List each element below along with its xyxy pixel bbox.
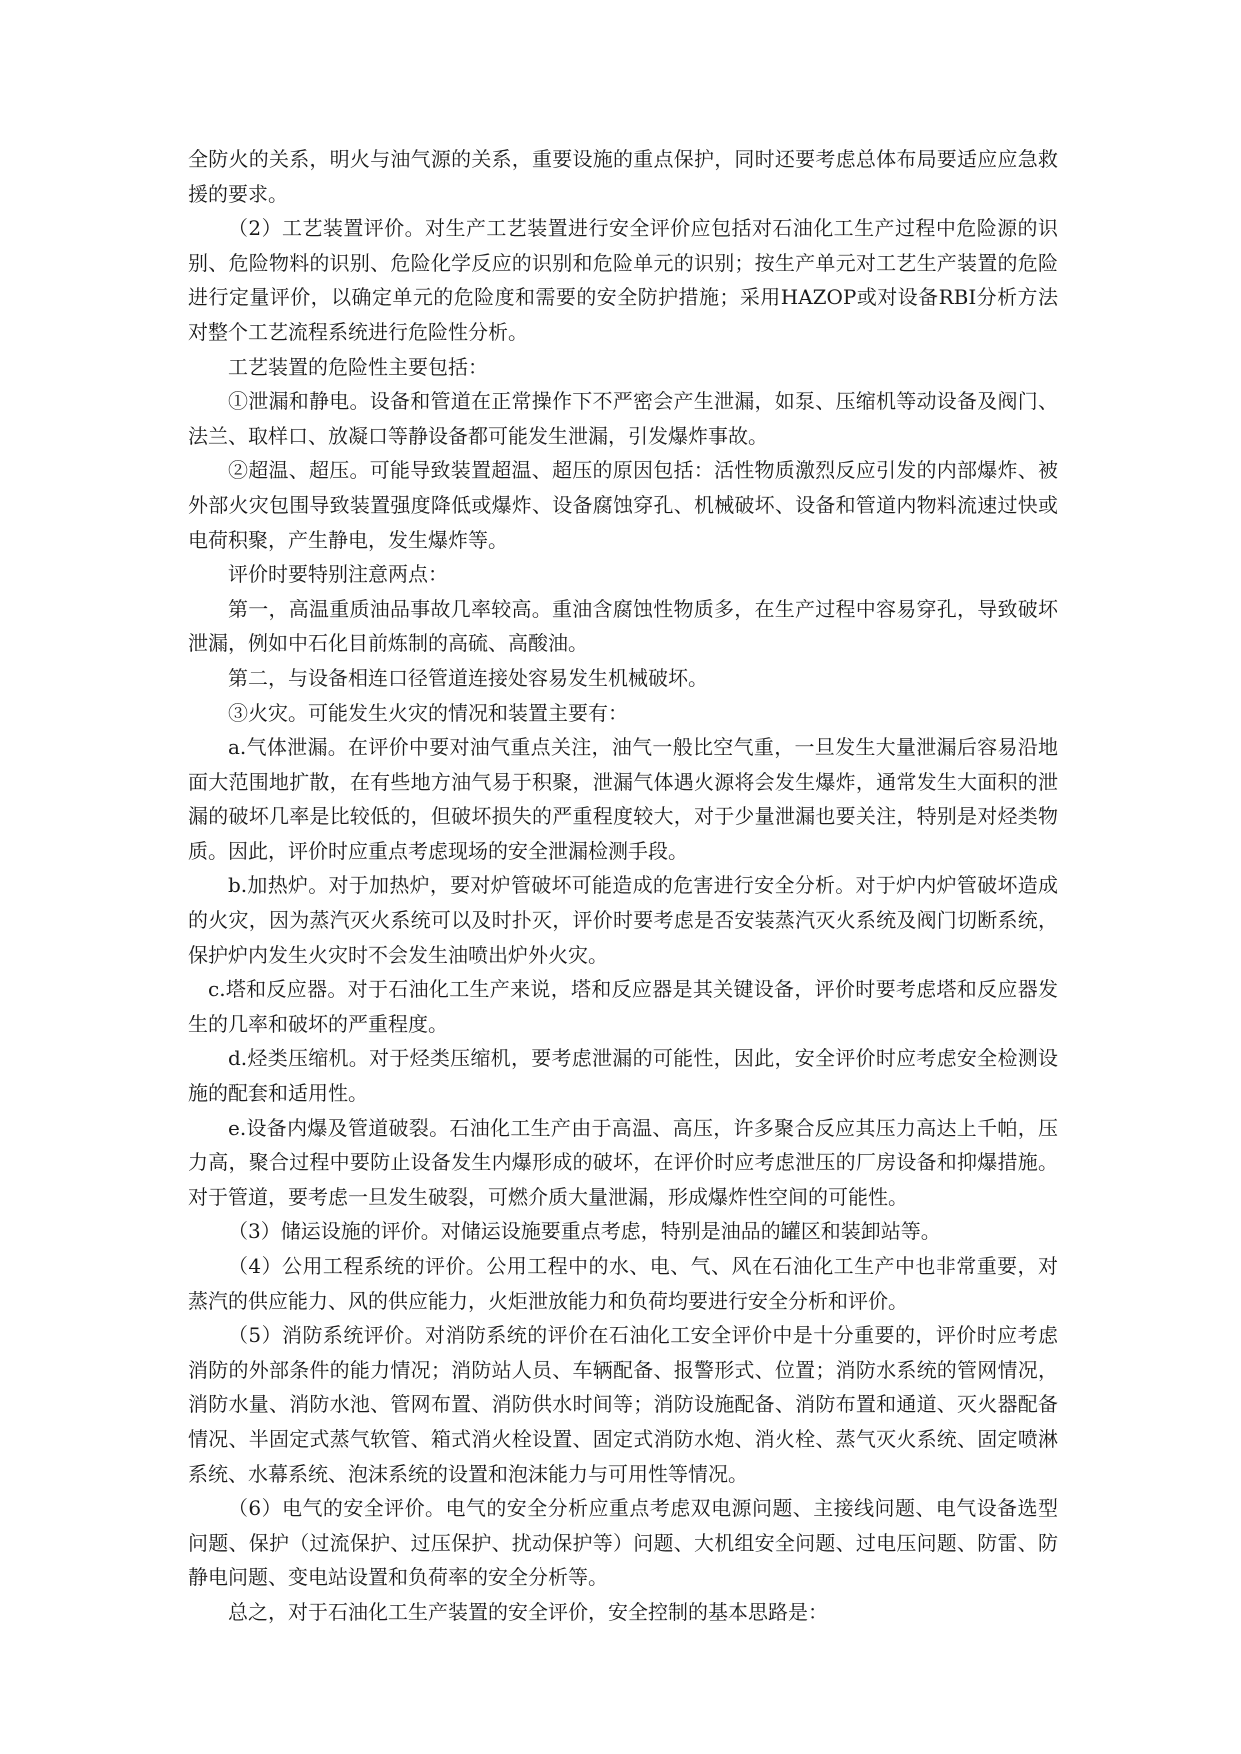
paragraph-point-one: 第一，高温重质油品事故几率较高。重油含腐蚀性物质多，在生产过程中容易穿孔，导致破坏泄漏，例如中石化目前炼制的高硫、高酸油。 (188, 596, 1058, 656)
paragraph-continuation: 全防火的关系，明火与油气源的关系，重要设施的重点保护，同时还要考虑总体布局要适应应急救援的要求。 (188, 147, 1058, 206)
paragraph-utility-evaluation: （4）公用工程系统的评价。公用工程中的水、电、气、风在石油化工生产中也非常重要，对蒸汽的供应能力、风的供应能力，火炬泄放能力和负荷均要进行安全分析和评价。 (188, 1254, 1058, 1313)
paragraph-process-hazards-intro: 工艺装置的危险性主要包括： (228, 354, 488, 379)
paragraph-hydrocarbon-compressor: d.烃类压缩机。对于烃类压缩机，要考虑泄漏的可能性，因此，安全评价时应考虑安全检测设施的配套和适用性。 (188, 1046, 1058, 1106)
paragraph-leakage-static: ①泄漏和静电。设备和管道在正常操作下不严密会产生泄漏，如泵、压缩机等动设备及阀门、法兰、取样口、放凝口等静设备都可能发生泄漏，引发爆炸事故。 (188, 389, 1058, 448)
paragraph-two-points-intro: 评价时要特别注意两点： (228, 562, 448, 587)
paragraph-summary: 总之，对于石油化工生产装置的安全评价，安全控制的基本思路是： (228, 1599, 828, 1624)
paragraph-point-two: 第二，与设备相连口径管道连接处容易发生机械破坏。 (228, 665, 708, 690)
document-page (188, 142, 1058, 1630)
paragraph-internal-explosion: e.设备内爆及管道破裂。石油化工生产由于高温、高压，许多聚合反应其压力高达上千帕，压力高，聚合过程中要防止设备发生内爆形成的破坏，在评价时应考虑泄压的厂房设备和抑爆措施。对于管道，要考虑一旦发生破裂，可燃介质大量泄漏，形成爆炸性空间的可能性。 (188, 1115, 1058, 1209)
paragraph-storage-evaluation: （3）储运设施的评价。对储运设施要重点考虑，特别是油品的罐区和装卸站等。 (228, 1219, 941, 1244)
paragraph-tower-reactor: c.塔和反应器。对于石油化工生产来说，塔和反应器是其关键设备，评价时要考虑塔和反应器发生的几率和破坏的严重程度。 (188, 977, 1058, 1036)
paragraph-fire-protection-evaluation: （5）消防系统评价。对消防系统的评价在石油化工安全评价中是十分重要的，评价时应考虑消防的外部条件的能力情况；消防站人员、车辆配备、报警形式、位置；消防水系统的管网情况，消防水量、消防水池、管网布置、消防供水时间等；消防设施配备、消防布置和通道、灭火器配备情况、半固定式蒸气软管、箱式消火栓设置、固定式消防水炮、消火栓、蒸气灭火系统、固定喷淋系统、水幕系统、泡沫系统的设置和泡沫能力与可用性等情况。 (188, 1323, 1058, 1486)
paragraph-heating-furnace: b.加热炉。对于加热炉，要对炉管破坏可能造成的危害进行安全分析。对于炉内炉管破坏造成的火灾，因为蒸汽灭火系统可以及时扑灭，评价时要考虑是否安装蒸汽灭火系统及阀门切断系统，保护炉内发生火灾时不会发生油喷出炉外火灾。 (188, 873, 1058, 967)
paragraph-fire: ③火灾。可能发生火灾的情况和装置主要有： (228, 700, 628, 725)
paragraph-overtemp-overpressure: ②超温、超压。可能导致装置超温、超压的原因包括：活性物质激烈反应引发的内部爆炸、被外部火灾包围导致装置强度降低或爆炸、设备腐蚀穿孔、机械破坏、设备和管道内物料流速过快或电荷积聚，产生静电，发生爆炸等。 (188, 458, 1058, 552)
paragraph-electrical-evaluation: （6）电气的安全评价。电气的安全分析应重点考虑双电源问题、主接线问题、电气设备选型问题、保护（过流保护、过压保护、扰动保护等）问题、大机组安全问题、过电压问题、防雷、防静电问题、变电站设置和负荷率的安全分析等。 (188, 1496, 1058, 1590)
paragraph-gas-leak: a.气体泄漏。在评价中要对油气重点关注，油气一般比空气重，一旦发生大量泄漏后容易沿地面大范围地扩散，在有些地方油气易于积聚，泄漏气体遇火源将会发生爆炸，通常发生大面积的泄漏的破坏几率是比较低的，但破坏损失的严重程度较大，对于少量泄漏也要关注，特别是对烃类物质。因此，评价时应重点考虑现场的安全泄漏检测手段。 (188, 735, 1058, 863)
paragraph-process-unit-evaluation: （2）工艺装置评价。对生产工艺装置进行安全评价应包括对石油化工生产过程中危险源的识别、危险物料的识别、危险化学反应的识别和危险单元的识别；按生产单元对工艺生产装置的危险进行定量评价，以确定单元的危险度和需要的安全防护措施；采用HAZOP或对设备RBI分析方法对整个工艺流程系统进行危险性分析。 (188, 216, 1058, 344)
